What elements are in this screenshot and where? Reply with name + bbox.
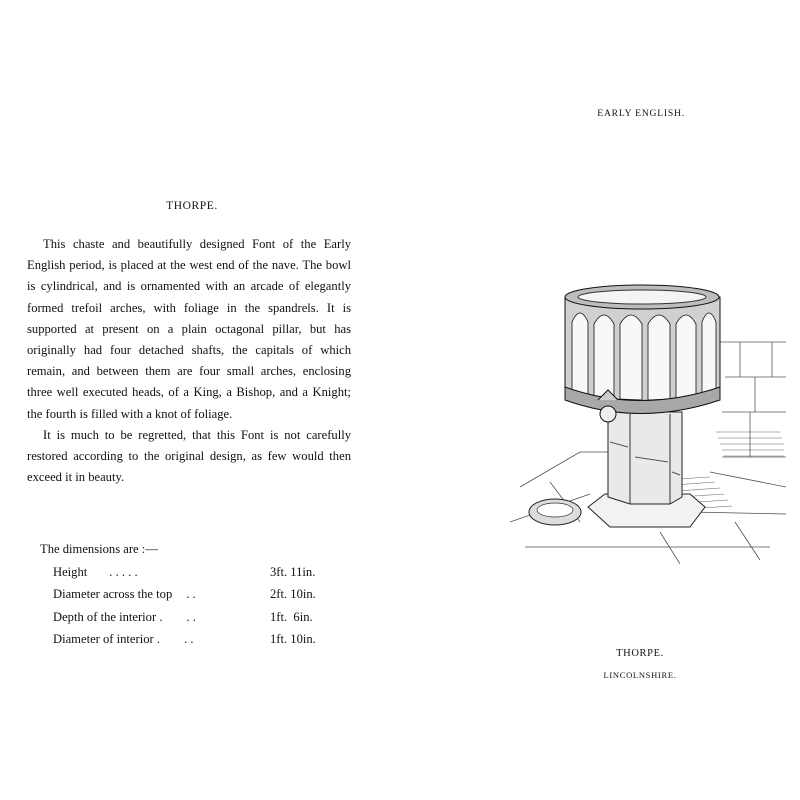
body-text [27, 234, 351, 488]
dimension-row [40, 561, 340, 584]
dimension-value: 1ft. 6in. [270, 609, 313, 624]
dimension-dots: . . [186, 609, 196, 624]
dimension-row [40, 628, 340, 651]
dimension-label: Depth of the interior . [53, 609, 163, 624]
octagonal-pillar [588, 412, 705, 527]
dimension-label: Diameter across the top [53, 587, 173, 601]
dimension-label: Height [53, 564, 88, 579]
dimensions-intro: The dimensions are :— [40, 542, 158, 556]
wall-masonry [720, 342, 786, 457]
carved-head [600, 406, 616, 422]
paragraph-1: This chaste and beautifully designed Font of the Early English period, is placed at the west end of the nave. The bowl is cylindrical, and is ornamented with an arcade of elegantly formed trefoil arches, with foliage in the spandrels. It is supported at present on a plain octagonal pillar, but has originally had four detached shafts, the capitals of which remain, and between them are four small arches, enclosing three well executed heads, of a King, a Bishop, and a Knight; the fourth is filled with a knot of foliage. [27, 237, 351, 421]
paragraph-2: It is much to be regretted, that this Font is not carefully restored according to the original design, as few would then exceed it in beauty. [27, 427, 351, 485]
font-engraving [510, 282, 786, 564]
dimension-value: 3ft. 11in. [270, 564, 316, 579]
dimension-label: Diameter of interior . [53, 632, 161, 646]
dimension-dots: . . . . . [109, 564, 138, 579]
dimension-value: 1ft. 10in. [270, 632, 316, 646]
caption-title: THORPE. [616, 648, 664, 659]
dimension-dots: . . [184, 632, 194, 646]
dimension-value: 2ft. 10in. [270, 587, 316, 601]
caption-subtitle: LINCOLNSHIRE. [603, 670, 677, 680]
running-head: EARLY ENGLISH. [597, 108, 685, 119]
page-heading: THORPE. [166, 200, 218, 212]
dimension-row [40, 583, 340, 606]
dimension-dots: . . [186, 587, 196, 601]
font-bowl [565, 285, 720, 422]
dimension-row [40, 606, 340, 629]
dimensions-list [40, 538, 340, 651]
